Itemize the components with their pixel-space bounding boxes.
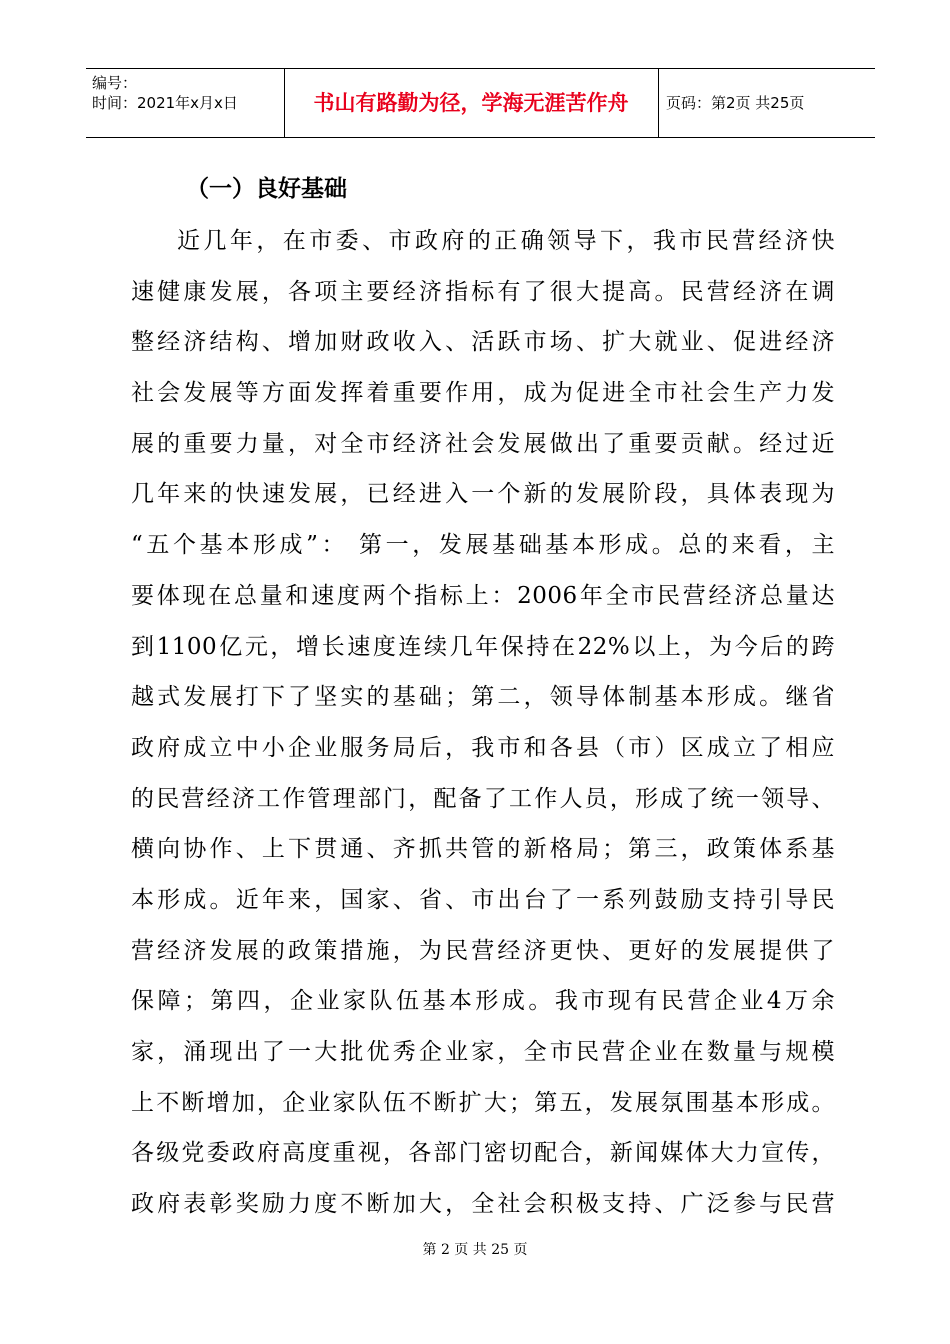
header-motto: 书山有路勤为径，学海无涯苦作舟 (313, 91, 629, 115)
body-line: 几年来的快速发展，已经进入一个新的发展阶段，具体表现为 (131, 481, 835, 508)
body-line: 各级党委政府高度重视，各部门密切配合，新闻媒体大力宣传， (131, 1140, 835, 1167)
body-line: 到1100亿元，增长速度连续几年保持在22%以上，为今后的跨 (131, 633, 835, 660)
body-line: 的民营经济工作管理部门，配备了工作人员，形成了统一领导、 (131, 785, 835, 812)
body-line: 展的重要力量，对全市经济社会发展做出了重要贡献。经过近 (131, 430, 835, 457)
body-line: 社会发展等方面发挥着重要作用，成为促进全市社会生产力发 (131, 380, 835, 407)
page-header (86, 68, 875, 138)
header-page-label: 页码：第2页 共25页 (666, 94, 805, 112)
body-line: 家，涌现出了一大批优秀企业家，全市民营企业在数量与规模 (131, 1039, 835, 1065)
page-footer: 第 2 页 共 25 页 (422, 1242, 528, 1258)
body-line: 整经济结构、增加财政收入、活跃市场、扩大就业、促进经济 (131, 329, 835, 356)
body-line: 上不断增加，企业家队伍不断扩大；第五，发展氛围基本形成。 (131, 1089, 835, 1116)
body-line: 政府成立中小企业服务局后，我市和各县（市）区成立了相应 (131, 734, 835, 761)
body-line: 要体现在总量和速度两个指标上：2006年全市民营经济总量达 (131, 582, 835, 609)
header-number-label: 编号： (92, 74, 138, 92)
header-meta (92, 73, 282, 113)
body-line: 本形成。近年来，国家、省、市出台了一系列鼓励支持引导民 (131, 886, 835, 913)
body-line: 近几年，在市委、市政府的正确领导下，我市民营经济快 (177, 228, 835, 254)
body-paragraph (131, 224, 835, 1238)
body-line: 横向协作、上下贯通、齐抓共管的新格局；第三，政策体系基 (131, 836, 835, 863)
body-line: 速健康发展，各项主要经济指标有了很大提高。民营经济在调 (131, 278, 835, 305)
body-line: “五个基本形成”： 第一，发展基础基本形成。总的来看，主 (131, 532, 835, 559)
header-divider (658, 69, 659, 137)
body-line: 保障；第四，企业家队伍基本形成。我市现有民营企业4万余 (131, 988, 835, 1015)
header-time-label: 时间：2021年x月x日 (92, 94, 238, 112)
body-line: 政府表彰奖励力度不断加大，全社会积极支持、广泛参与民营 (131, 1191, 835, 1218)
body-line: 越式发展打下了坚实的基础；第二，领导体制基本形成。继省 (131, 684, 835, 711)
section-heading: （一）良好基础 (186, 176, 347, 202)
body-line: 营经济发展的政策措施，为民营经济更快、更好的发展提供了 (131, 937, 835, 964)
